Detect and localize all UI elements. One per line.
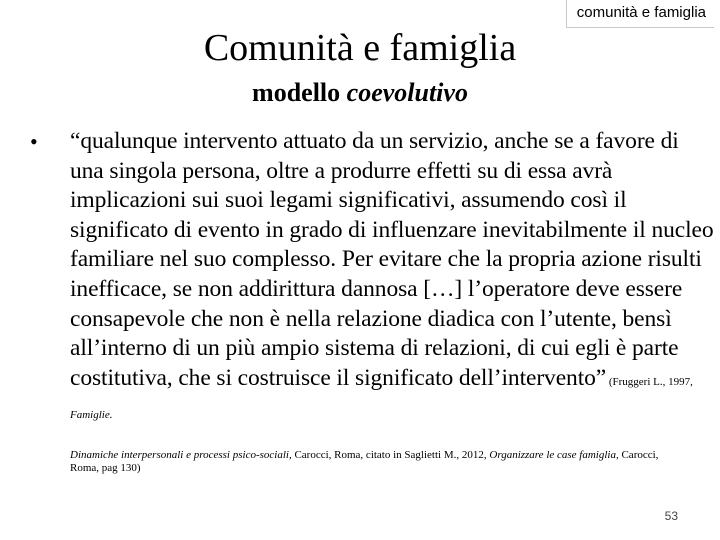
header-section-tag: comunità e famiglia <box>566 0 714 28</box>
slide-title: Comunità e famiglia <box>203 27 517 69</box>
citation-continuation <box>70 449 690 475</box>
quote-body: “qualunque intervento attuato da un servizio, anche se a favore di una singola persona, oltre a produrre effetti su di essa avrà implicazioni sui suoi legami significativi, assumendo così il significato di evento in grado di influenzare inevitabilmente il nucleo familiare nel suo complesso. Per evitare che la propria azione risulti inefficace, se non addirittura dannosa […] l’operatore deve essere consapevole che non è nella relazione diadica con l’utente, bensì all’interno di un più ampio sistema di relazioni, di cui egli è parte costitutiva, che si costruisce il significato dell’intervento” <box>70 128 714 391</box>
citation-book1-publisher: Carocci, Roma, citato in Saglietti M., 2012, <box>291 449 490 461</box>
bullet-dot-icon: • <box>30 129 38 154</box>
quote-text <box>70 127 718 431</box>
subtitle-italic: coevolutivo <box>346 78 468 107</box>
citation-book2-publisher: Carocci, Roma, pag 130) <box>70 449 659 474</box>
citation-book2-title: Organizzare le case famiglia, <box>489 449 619 461</box>
slide-subtitle <box>0 76 720 110</box>
page-number: 53 <box>664 509 678 523</box>
subtitle-prefix: modello <box>252 78 347 107</box>
citation-book1-title: Dinamiche interpersonali e processi psico-sociali, <box>70 449 292 461</box>
citation-title-start: Famiglie. <box>70 409 113 422</box>
citation-author: (Fruggeri L., 1997, <box>606 375 693 388</box>
